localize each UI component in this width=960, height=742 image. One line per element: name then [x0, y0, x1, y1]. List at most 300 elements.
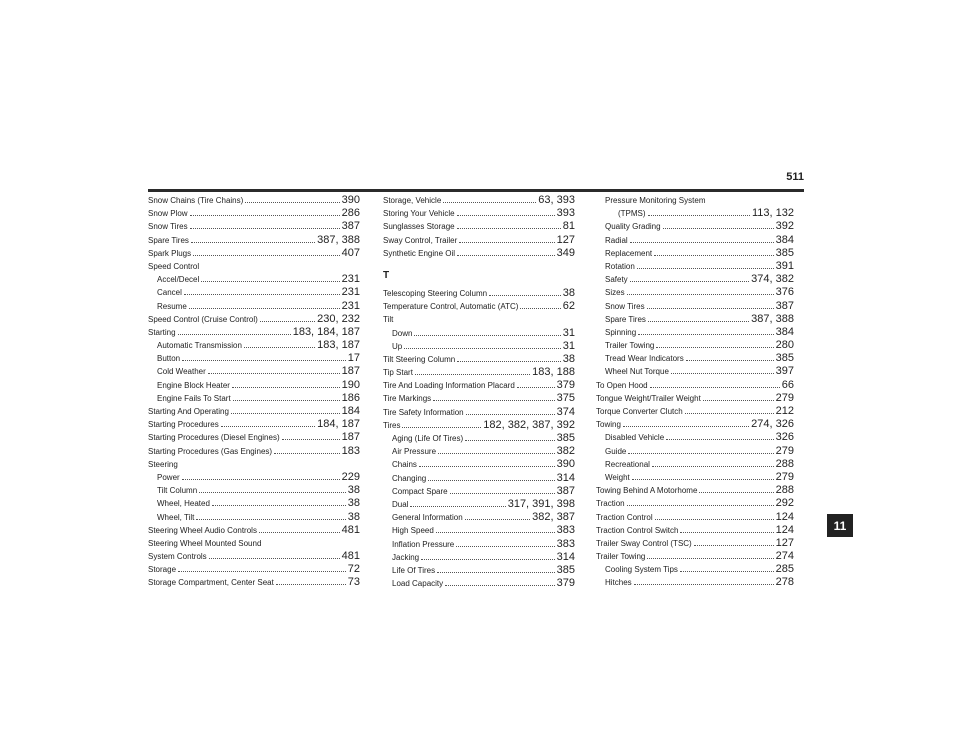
index-term: Weight	[605, 472, 630, 482]
index-page-refs[interactable]: 392	[775, 220, 794, 233]
dot-leader	[196, 512, 345, 520]
index-page-refs[interactable]: 279	[775, 470, 794, 483]
index-page-refs[interactable]: 385	[556, 432, 575, 444]
index-subentry	[383, 577, 575, 590]
section-tab[interactable]: 11	[827, 514, 853, 537]
dot-leader	[282, 432, 340, 440]
index-page-refs[interactable]: 38	[562, 286, 575, 299]
index-subentry	[383, 498, 575, 511]
index-term: Guide	[605, 446, 627, 456]
index-term: Tire Safety Information	[383, 407, 464, 417]
index-page-refs[interactable]: 393	[556, 207, 575, 220]
dot-leader	[459, 235, 554, 243]
index-term: Snow Tires	[148, 222, 188, 232]
index-page-refs[interactable]: 379	[556, 379, 575, 392]
index-page-refs[interactable]: 374	[556, 405, 575, 418]
index-entry	[596, 497, 794, 510]
index-term: Storing Your Vehicle	[383, 209, 455, 219]
index-term: Trailer Towing	[596, 552, 646, 562]
dot-leader	[465, 433, 555, 441]
index-term: Snow Tires	[605, 301, 645, 311]
index-column-2	[383, 194, 575, 590]
index-page-refs[interactable]: 278	[775, 576, 794, 589]
index-subentry	[596, 431, 794, 444]
index-page-refs[interactable]: 292	[775, 497, 794, 510]
index-entry	[383, 220, 575, 233]
dot-leader	[457, 208, 555, 216]
index-term: Power	[157, 472, 180, 482]
index-page-refs[interactable]: 383	[556, 524, 575, 537]
dot-leader	[178, 327, 291, 335]
index-page-refs[interactable]: 481	[341, 523, 360, 536]
index-entry	[596, 418, 794, 431]
index-term: Temperature Control, Automatic (ATC)	[383, 302, 519, 312]
index-subentry	[148, 484, 360, 497]
index-subentry	[596, 563, 794, 576]
dot-leader	[655, 512, 774, 520]
dot-leader	[466, 407, 555, 415]
dot-leader	[648, 208, 750, 216]
index-term: Changing	[392, 473, 427, 483]
index-page-refs[interactable]: 391	[775, 259, 794, 272]
dot-leader	[415, 367, 530, 375]
index-term: Towing	[596, 420, 621, 430]
index-subentry	[148, 497, 360, 510]
index-page-refs[interactable]: 285	[775, 563, 794, 576]
index-entry	[596, 484, 794, 497]
dot-leader	[212, 498, 346, 506]
dot-leader	[208, 366, 340, 374]
index-page-refs[interactable]: 387, 388	[751, 312, 794, 325]
index-term: Tongue Weight/Trailer Weight	[596, 393, 701, 403]
index-page-refs[interactable]: 31	[562, 339, 575, 352]
index-column-1	[148, 194, 360, 590]
index-page-refs[interactable]: 279	[775, 391, 794, 404]
index-term: Safety	[605, 275, 628, 285]
index-page-refs[interactable]: 288	[775, 484, 794, 497]
index-page-refs[interactable]: 231	[341, 273, 360, 286]
index-term: Sizes	[605, 288, 625, 298]
index-subentry	[596, 339, 794, 352]
index-entry	[383, 234, 575, 247]
index-page-refs[interactable]: 124	[775, 523, 794, 536]
index-term: Telescoping Steering Column	[383, 288, 488, 298]
dot-leader	[233, 393, 340, 401]
dot-leader	[445, 578, 554, 586]
index-entry	[596, 524, 794, 537]
index-page-refs[interactable]: 280	[775, 339, 794, 352]
index-page-refs[interactable]: 274	[775, 550, 794, 563]
index-term: Torque Converter Clutch	[596, 407, 683, 416]
dot-leader	[680, 525, 773, 533]
index-entry	[148, 431, 360, 444]
index-term: Sunglasses Storage	[383, 222, 455, 232]
index-page-refs[interactable]: 184, 187	[317, 418, 360, 431]
dot-leader	[443, 195, 536, 203]
index-subentry	[148, 300, 360, 313]
index-page-refs[interactable]: 38	[347, 484, 360, 497]
index-page-refs[interactable]: 183, 184, 187	[292, 325, 360, 338]
index-term: Radial	[605, 235, 628, 245]
index-entry	[148, 234, 360, 247]
index-subentry	[596, 220, 794, 233]
index-term: Tilt Column	[157, 486, 198, 496]
index-term: (TPMS)	[618, 209, 646, 219]
index-term: Tip Start	[383, 368, 413, 378]
dot-leader	[648, 314, 749, 322]
index-term: General Information	[392, 513, 463, 523]
index-page-refs[interactable]: 62	[562, 300, 575, 313]
index-page-refs[interactable]: 274, 326	[751, 418, 794, 431]
index-page-refs[interactable]: 314	[556, 471, 575, 484]
index-page-refs[interactable]: 387, 388	[317, 233, 360, 246]
dot-leader	[419, 459, 555, 467]
index-term: Cold Weather	[157, 367, 206, 377]
index-term: Towing Behind A Motorhome	[596, 486, 698, 496]
index-page-refs[interactable]: 390	[556, 458, 575, 471]
index-entry	[148, 260, 360, 273]
dot-leader	[520, 301, 560, 309]
index-term: Button	[157, 354, 181, 364]
index-term: Speed Control	[148, 261, 200, 271]
index-page-refs[interactable]: 183, 188	[532, 366, 575, 379]
index-entry	[148, 326, 360, 339]
index-term: Engine Block Heater	[157, 380, 230, 390]
index-term: Trailer Sway Control (TSC)	[596, 538, 692, 548]
index-subentry	[596, 234, 794, 247]
index-term: Spinning	[605, 327, 637, 337]
index-page-refs[interactable]: 286	[341, 207, 360, 220]
index-subentry	[383, 432, 575, 445]
dot-leader	[190, 208, 340, 216]
index-term: Tread Wear Indicators	[605, 354, 684, 364]
index-subentry	[596, 194, 794, 207]
dot-leader	[457, 248, 555, 256]
index-page-refs[interactable]: 72	[347, 563, 360, 576]
dot-leader	[647, 301, 774, 309]
index-subentry	[148, 286, 360, 299]
index-entry	[148, 220, 360, 233]
index-term: Down	[392, 328, 413, 338]
index-entry	[596, 379, 794, 392]
index-entry	[383, 353, 575, 366]
index-page-refs[interactable]: 63, 393	[538, 194, 575, 206]
index-page-refs[interactable]: 124	[775, 510, 794, 523]
index-term: Starting	[148, 327, 176, 337]
index-entry	[148, 524, 360, 537]
dot-leader	[410, 499, 505, 507]
index-term: Air Pressure	[392, 447, 437, 457]
index-subentry	[148, 511, 360, 524]
index-page-refs[interactable]: 390	[341, 194, 360, 206]
index-term: Traction Control Switch	[596, 525, 679, 535]
index-page-refs[interactable]: 279	[775, 444, 794, 457]
index-term: Storage	[148, 565, 177, 575]
dot-leader	[184, 287, 340, 295]
dot-leader	[632, 472, 774, 480]
index-term: Wheel, Tilt	[157, 512, 195, 522]
index-term: Traction Control	[596, 512, 653, 522]
index-term: Disabled Vehicle	[605, 433, 665, 443]
index-term: Sway Control, Trailer	[383, 235, 458, 245]
dot-leader	[450, 486, 555, 494]
index-page-refs[interactable]: 17	[347, 352, 360, 365]
index-term: Tilt	[383, 315, 394, 325]
index-subentry	[596, 273, 794, 286]
index-term: Tire And Loading Information Placard	[383, 381, 515, 391]
index-term: Tires	[383, 420, 401, 430]
index-term: Inflation Pressure	[392, 539, 455, 549]
index-page-refs[interactable]: 190	[341, 378, 360, 391]
index-term: Chains	[392, 460, 417, 470]
index-page-refs[interactable]: 481	[341, 550, 360, 563]
index-entry	[148, 458, 360, 471]
index-term: Spark Plugs	[148, 248, 192, 258]
dot-leader	[193, 248, 340, 256]
dot-leader	[199, 485, 346, 493]
index-entry	[383, 392, 575, 405]
index-term: Resume	[157, 301, 187, 311]
index-term: Trailer Towing	[605, 341, 655, 351]
dot-leader	[638, 327, 774, 335]
dot-leader	[404, 341, 561, 349]
index-page-refs[interactable]: 314	[556, 550, 575, 563]
index-page-refs[interactable]: 127	[556, 233, 575, 246]
index-page-refs[interactable]: 349	[556, 246, 575, 259]
index-subentry	[383, 564, 575, 577]
index-page-refs[interactable]: 376	[775, 286, 794, 299]
index-term: Wheel Nut Torque	[605, 367, 669, 377]
index-entry	[383, 406, 575, 419]
index-term: Tire Markings	[383, 394, 432, 404]
dot-leader	[259, 525, 340, 533]
index-page-refs[interactable]: 187	[341, 365, 360, 378]
index-subentry	[383, 538, 575, 551]
index-term: Accel/Decel	[157, 275, 200, 285]
index-subentry	[148, 392, 360, 405]
index-page-refs[interactable]: 387	[556, 484, 575, 497]
index-term: To Open Hood	[596, 380, 648, 390]
index-subentry	[383, 472, 575, 485]
dot-leader	[456, 539, 554, 547]
index-page-refs[interactable]: 407	[341, 246, 360, 259]
index-page-refs[interactable]: 231	[341, 286, 360, 299]
index-entry	[148, 445, 360, 458]
index-entry	[383, 313, 575, 326]
index-page-refs[interactable]: 127	[775, 536, 794, 549]
dot-leader	[182, 353, 346, 361]
index-entry	[596, 392, 794, 405]
dot-leader	[703, 393, 774, 401]
index-page-refs[interactable]: 38	[562, 352, 575, 365]
index-page-refs[interactable]: 382, 387	[532, 511, 575, 524]
index-page-refs[interactable]: 81	[562, 220, 575, 233]
index-page-refs[interactable]: 182, 382, 387, 392	[483, 418, 575, 431]
dot-leader	[630, 235, 774, 243]
index-page-refs[interactable]: 230, 232	[317, 312, 360, 325]
index-entry	[596, 405, 794, 418]
index-page-refs[interactable]: 288	[775, 457, 794, 470]
index-subentry	[383, 340, 575, 353]
index-page-refs[interactable]: 38	[347, 510, 360, 523]
index-term: Cancel	[157, 288, 182, 298]
index-column-3	[596, 194, 794, 590]
index-page-refs[interactable]: 184	[341, 405, 360, 417]
dot-leader	[436, 525, 555, 533]
index-entry	[148, 550, 360, 563]
index-entry	[148, 576, 360, 589]
index-subentry	[596, 260, 794, 273]
index-page-refs[interactable]: 231	[341, 299, 360, 312]
index-entry	[383, 366, 575, 379]
index-page-refs[interactable]: 374, 382	[751, 273, 794, 286]
dot-leader	[437, 565, 555, 573]
index-subentry	[383, 524, 575, 537]
index-page-refs[interactable]: 379	[556, 577, 575, 590]
index-entry	[148, 313, 360, 326]
dot-leader	[201, 274, 339, 282]
dot-leader	[191, 235, 315, 243]
index-subentry	[383, 327, 575, 340]
index-page-refs[interactable]: 183, 187	[317, 339, 360, 352]
index-page-refs[interactable]: 73	[347, 576, 360, 589]
index-subentry	[383, 485, 575, 498]
index-page-refs[interactable]: 66	[781, 378, 794, 391]
index-term: System Controls	[148, 552, 207, 562]
index-subentry	[596, 286, 794, 299]
index-page-refs[interactable]: 186	[341, 391, 360, 404]
index-subentry	[383, 458, 575, 471]
dot-leader	[276, 577, 346, 585]
index-subentry	[383, 551, 575, 564]
dot-leader	[457, 354, 561, 362]
index-page-refs[interactable]: 384	[775, 325, 794, 338]
dot-leader	[421, 552, 555, 560]
index-term: Traction	[596, 499, 625, 509]
index-page-refs[interactable]: 385	[775, 246, 794, 259]
index-term: Starting And Operating	[148, 407, 229, 416]
index-subentry	[383, 445, 575, 458]
index-page-refs[interactable]: 317, 391, 398	[507, 497, 575, 510]
index-term: Starting Procedures (Diesel Engines)	[148, 433, 280, 443]
index-term: Speed Control (Cruise Control)	[148, 314, 258, 324]
dot-leader	[231, 406, 340, 414]
index-page-refs[interactable]: 387	[341, 220, 360, 233]
index-page-refs[interactable]: 229	[341, 470, 360, 483]
dot-leader	[244, 340, 315, 348]
index-term: Spare Tires	[148, 235, 189, 245]
dot-leader	[517, 380, 555, 388]
index-subentry	[596, 352, 794, 365]
index-entry	[383, 300, 575, 313]
index-term: Recreational	[605, 459, 650, 469]
index-entry	[383, 207, 575, 220]
index-term: Starting Procedures (Gas Engines)	[148, 446, 273, 456]
index-entry	[148, 405, 360, 418]
index-letter-heading: T	[383, 269, 390, 281]
page-number: 511	[786, 171, 804, 183]
index-entry	[383, 419, 575, 432]
index-entry	[148, 563, 360, 576]
dot-leader	[686, 353, 774, 361]
index-term: Rotation	[605, 261, 635, 271]
dot-leader	[221, 419, 315, 427]
index-subentry	[148, 352, 360, 365]
index-page-refs[interactable]: 384	[775, 233, 794, 246]
dot-leader	[433, 393, 554, 401]
index-subentry	[596, 300, 794, 313]
index-term: Cooling System Tips	[605, 565, 678, 575]
index-subentry	[596, 207, 794, 220]
index-term: Compact Spare	[392, 486, 448, 496]
index-page-refs[interactable]: 385	[556, 563, 575, 576]
dot-leader	[654, 248, 774, 256]
index-subentry	[148, 339, 360, 352]
index-page-refs[interactable]: 375	[556, 392, 575, 405]
index-entry	[148, 194, 360, 207]
index-page-refs[interactable]: 383	[556, 537, 575, 550]
index-entry	[383, 379, 575, 392]
index-page-refs[interactable]: 397	[775, 365, 794, 378]
index-term: High Speed	[392, 526, 434, 536]
index-page-refs[interactable]: 326	[775, 431, 794, 444]
index-page-refs[interactable]: 187	[341, 431, 360, 444]
index-term: Snow Chains (Tire Chains)	[148, 196, 244, 205]
index-page-refs[interactable]: 387	[775, 299, 794, 312]
index-subentry	[148, 365, 360, 378]
index-page-refs[interactable]: 385	[775, 352, 794, 365]
index-page-refs[interactable]: 38	[347, 497, 360, 510]
dot-leader	[489, 288, 561, 296]
index-term: Replacement	[605, 248, 653, 258]
index-term: Steering	[148, 459, 178, 469]
dot-leader	[671, 366, 774, 374]
index-entry	[596, 550, 794, 563]
dot-leader	[652, 459, 774, 467]
index-entry	[596, 537, 794, 550]
dot-leader	[182, 472, 340, 480]
dot-leader	[627, 287, 774, 295]
dot-leader	[685, 406, 774, 414]
index-term: Up	[392, 341, 403, 351]
index-term: Hitches	[605, 578, 632, 588]
index-page-refs[interactable]: 183	[341, 444, 360, 457]
dot-leader	[656, 340, 773, 348]
index-subentry	[596, 445, 794, 458]
dot-leader	[699, 485, 773, 493]
dot-leader	[680, 564, 774, 572]
dot-leader	[232, 380, 340, 388]
index-term: Aging (Life Of Tires)	[392, 434, 464, 443]
index-page-refs[interactable]: 113, 132	[751, 207, 794, 220]
dot-leader	[647, 551, 773, 559]
index-subentry	[148, 379, 360, 392]
dot-leader	[209, 551, 340, 559]
index-term: Load Capacity	[392, 579, 444, 589]
dot-leader	[634, 577, 774, 585]
index-entry	[148, 207, 360, 220]
index-subentry	[596, 458, 794, 471]
dot-leader	[650, 380, 780, 388]
index-term: Automatic Transmission	[157, 341, 242, 351]
dot-leader	[274, 446, 340, 454]
index-page-refs[interactable]: 382	[556, 445, 575, 458]
index-page-refs[interactable]: 212	[775, 405, 794, 417]
dot-leader	[457, 221, 561, 229]
index-page-refs[interactable]: 31	[562, 326, 575, 339]
dot-leader	[428, 473, 554, 481]
index-term: Storage Compartment, Center Seat	[148, 578, 274, 588]
